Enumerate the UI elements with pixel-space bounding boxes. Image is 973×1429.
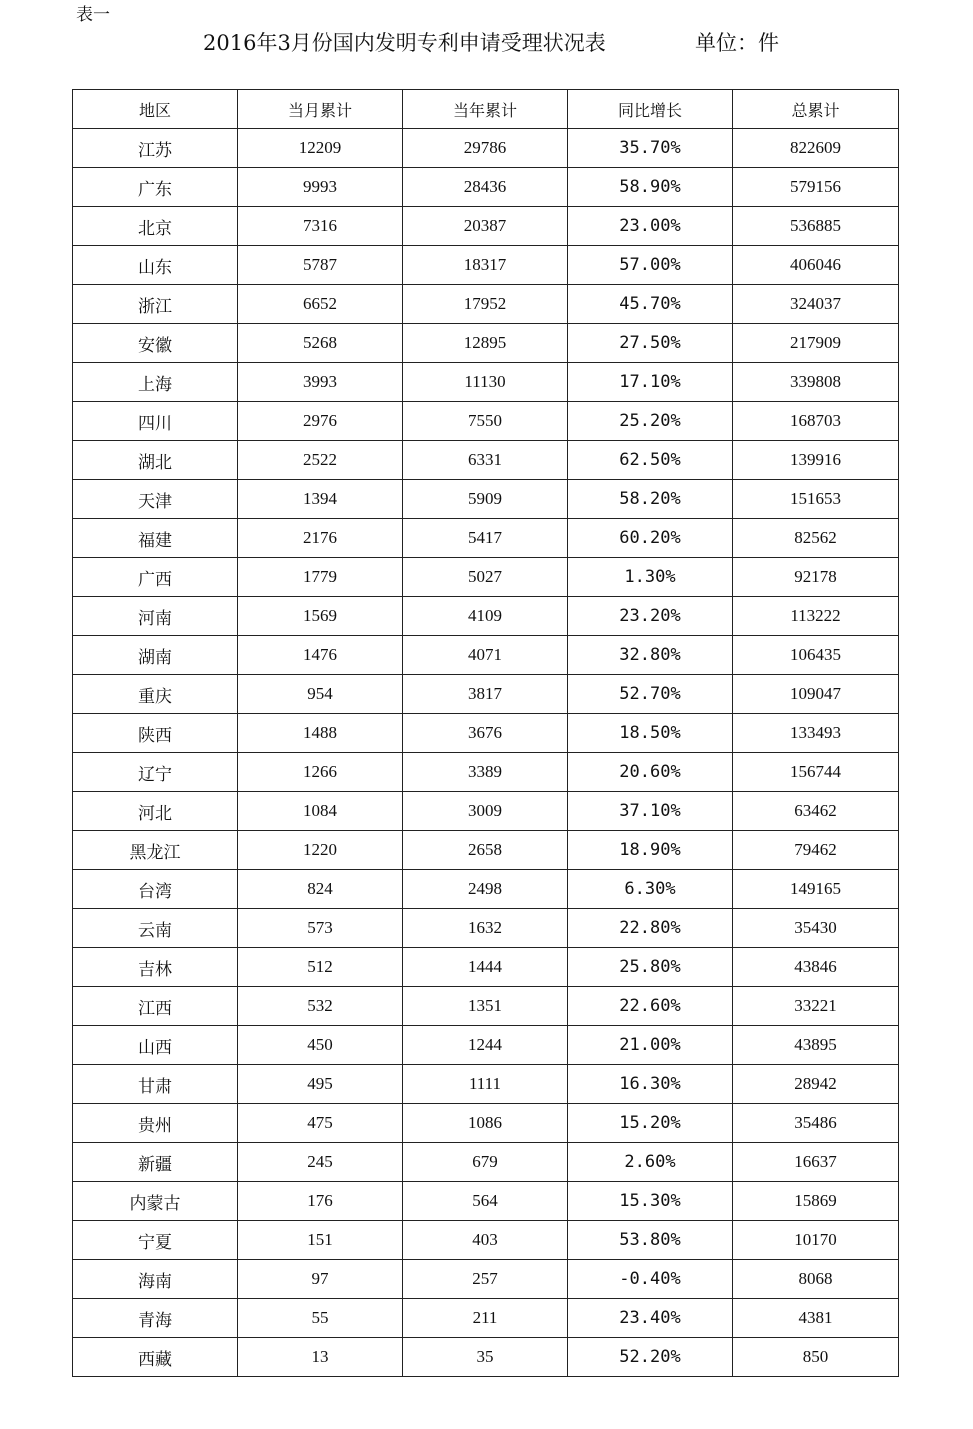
cell-yoy-growth: 16.30% bbox=[568, 1065, 733, 1104]
cell-region: 广东 bbox=[73, 168, 238, 207]
cell-yoy-growth: 15.20% bbox=[568, 1104, 733, 1143]
cell-region: 江苏 bbox=[73, 129, 238, 168]
cell-month-total: 245 bbox=[238, 1143, 403, 1182]
table-row bbox=[73, 714, 899, 753]
cell-yoy-growth: 2.60% bbox=[568, 1143, 733, 1182]
cell-cumulative-total: 536885 bbox=[733, 207, 899, 246]
cell-cumulative-total: 28942 bbox=[733, 1065, 899, 1104]
cell-cumulative-total: 43846 bbox=[733, 948, 899, 987]
cell-region: 甘肃 bbox=[73, 1065, 238, 1104]
cell-region: 广西 bbox=[73, 558, 238, 597]
cell-cumulative-total: 149165 bbox=[733, 870, 899, 909]
cell-yoy-growth: 58.20% bbox=[568, 480, 733, 519]
cell-year-total: 7550 bbox=[403, 402, 568, 441]
table-row bbox=[73, 870, 899, 909]
cell-region: 宁夏 bbox=[73, 1221, 238, 1260]
table-row bbox=[73, 558, 899, 597]
cell-year-total: 564 bbox=[403, 1182, 568, 1221]
cell-region: 云南 bbox=[73, 909, 238, 948]
header-month-total: 当月累计 bbox=[238, 90, 403, 129]
cell-year-total: 3009 bbox=[403, 792, 568, 831]
cell-yoy-growth: 21.00% bbox=[568, 1026, 733, 1065]
cell-year-total: 18317 bbox=[403, 246, 568, 285]
cell-cumulative-total: 217909 bbox=[733, 324, 899, 363]
table-row bbox=[73, 1338, 899, 1377]
cell-region: 四川 bbox=[73, 402, 238, 441]
table-row bbox=[73, 519, 899, 558]
table-row bbox=[73, 402, 899, 441]
cell-yoy-growth: 23.40% bbox=[568, 1299, 733, 1338]
cell-year-total: 35 bbox=[403, 1338, 568, 1377]
cell-cumulative-total: 15869 bbox=[733, 1182, 899, 1221]
cell-year-total: 679 bbox=[403, 1143, 568, 1182]
cell-cumulative-total: 339808 bbox=[733, 363, 899, 402]
table-row bbox=[73, 129, 899, 168]
cell-region: 山西 bbox=[73, 1026, 238, 1065]
cell-cumulative-total: 82562 bbox=[733, 519, 899, 558]
cell-yoy-growth: 15.30% bbox=[568, 1182, 733, 1221]
cell-cumulative-total: 106435 bbox=[733, 636, 899, 675]
table-row bbox=[73, 1260, 899, 1299]
table-row bbox=[73, 909, 899, 948]
cell-yoy-growth: 25.20% bbox=[568, 402, 733, 441]
table-row bbox=[73, 831, 899, 870]
cell-year-total: 4109 bbox=[403, 597, 568, 636]
cell-region: 辽宁 bbox=[73, 753, 238, 792]
cell-cumulative-total: 35430 bbox=[733, 909, 899, 948]
cell-region: 天津 bbox=[73, 480, 238, 519]
cell-month-total: 1569 bbox=[238, 597, 403, 636]
cell-year-total: 1086 bbox=[403, 1104, 568, 1143]
cell-yoy-growth: 1.30% bbox=[568, 558, 733, 597]
cell-cumulative-total: 822609 bbox=[733, 129, 899, 168]
table-row bbox=[73, 792, 899, 831]
header-cumulative-total: 总累计 bbox=[733, 90, 899, 129]
cell-month-total: 176 bbox=[238, 1182, 403, 1221]
cell-year-total: 28436 bbox=[403, 168, 568, 207]
cell-yoy-growth: 23.00% bbox=[568, 207, 733, 246]
cell-cumulative-total: 4381 bbox=[733, 1299, 899, 1338]
cell-year-total: 3817 bbox=[403, 675, 568, 714]
cell-cumulative-total: 35486 bbox=[733, 1104, 899, 1143]
table-row bbox=[73, 246, 899, 285]
table-row bbox=[73, 1299, 899, 1338]
cell-month-total: 1084 bbox=[238, 792, 403, 831]
cell-cumulative-total: 133493 bbox=[733, 714, 899, 753]
cell-cumulative-total: 139916 bbox=[733, 441, 899, 480]
cell-year-total: 3389 bbox=[403, 753, 568, 792]
cell-yoy-growth: 45.70% bbox=[568, 285, 733, 324]
cell-region: 海南 bbox=[73, 1260, 238, 1299]
cell-month-total: 5787 bbox=[238, 246, 403, 285]
cell-cumulative-total: 43895 bbox=[733, 1026, 899, 1065]
table-row bbox=[73, 987, 899, 1026]
cell-cumulative-total: 79462 bbox=[733, 831, 899, 870]
cell-cumulative-total: 324037 bbox=[733, 285, 899, 324]
cell-month-total: 1220 bbox=[238, 831, 403, 870]
table-row bbox=[73, 1104, 899, 1143]
cell-yoy-growth: 58.90% bbox=[568, 168, 733, 207]
cell-cumulative-total: 109047 bbox=[733, 675, 899, 714]
cell-yoy-growth: 17.10% bbox=[568, 363, 733, 402]
table-row bbox=[73, 753, 899, 792]
cell-cumulative-total: 10170 bbox=[733, 1221, 899, 1260]
cell-year-total: 1244 bbox=[403, 1026, 568, 1065]
cell-cumulative-total: 8068 bbox=[733, 1260, 899, 1299]
cell-month-total: 3993 bbox=[238, 363, 403, 402]
cell-year-total: 29786 bbox=[403, 129, 568, 168]
cell-month-total: 7316 bbox=[238, 207, 403, 246]
table-label: 表一 bbox=[76, 5, 110, 25]
cell-month-total: 495 bbox=[238, 1065, 403, 1104]
cell-month-total: 1779 bbox=[238, 558, 403, 597]
cell-yoy-growth: 20.60% bbox=[568, 753, 733, 792]
table-header-row bbox=[73, 90, 899, 129]
cell-month-total: 5268 bbox=[238, 324, 403, 363]
cell-yoy-growth: 23.20% bbox=[568, 597, 733, 636]
cell-cumulative-total: 113222 bbox=[733, 597, 899, 636]
cell-month-total: 954 bbox=[238, 675, 403, 714]
cell-month-total: 450 bbox=[238, 1026, 403, 1065]
cell-month-total: 1266 bbox=[238, 753, 403, 792]
cell-year-total: 1632 bbox=[403, 909, 568, 948]
cell-cumulative-total: 63462 bbox=[733, 792, 899, 831]
cell-month-total: 13 bbox=[238, 1338, 403, 1377]
cell-yoy-growth: 32.80% bbox=[568, 636, 733, 675]
header-region: 地区 bbox=[73, 90, 238, 129]
cell-yoy-growth: 6.30% bbox=[568, 870, 733, 909]
table-row bbox=[73, 480, 899, 519]
cell-yoy-growth: 18.50% bbox=[568, 714, 733, 753]
cell-year-total: 403 bbox=[403, 1221, 568, 1260]
cell-region: 河北 bbox=[73, 792, 238, 831]
cell-cumulative-total: 92178 bbox=[733, 558, 899, 597]
table-row bbox=[73, 1026, 899, 1065]
header-year-total: 当年累计 bbox=[403, 90, 568, 129]
cell-month-total: 475 bbox=[238, 1104, 403, 1143]
table-row bbox=[73, 168, 899, 207]
cell-cumulative-total: 168703 bbox=[733, 402, 899, 441]
cell-region: 福建 bbox=[73, 519, 238, 558]
cell-year-total: 4071 bbox=[403, 636, 568, 675]
cell-month-total: 1476 bbox=[238, 636, 403, 675]
table-row bbox=[73, 636, 899, 675]
page-title: 2016年3月份国内发明专利申请受理状况表 bbox=[203, 31, 606, 55]
cell-cumulative-total: 33221 bbox=[733, 987, 899, 1026]
cell-month-total: 2176 bbox=[238, 519, 403, 558]
cell-year-total: 17952 bbox=[403, 285, 568, 324]
title-row bbox=[0, 28, 973, 58]
cell-cumulative-total: 406046 bbox=[733, 246, 899, 285]
cell-month-total: 2522 bbox=[238, 441, 403, 480]
cell-month-total: 9993 bbox=[238, 168, 403, 207]
table-body bbox=[73, 129, 899, 1377]
cell-yoy-growth: 53.80% bbox=[568, 1221, 733, 1260]
cell-cumulative-total: 850 bbox=[733, 1338, 899, 1377]
cell-month-total: 55 bbox=[238, 1299, 403, 1338]
cell-month-total: 532 bbox=[238, 987, 403, 1026]
cell-region: 北京 bbox=[73, 207, 238, 246]
table-row bbox=[73, 675, 899, 714]
cell-month-total: 824 bbox=[238, 870, 403, 909]
cell-yoy-growth: 22.80% bbox=[568, 909, 733, 948]
cell-yoy-growth: 37.10% bbox=[568, 792, 733, 831]
cell-yoy-growth: 57.00% bbox=[568, 246, 733, 285]
cell-region: 新疆 bbox=[73, 1143, 238, 1182]
cell-yoy-growth: 62.50% bbox=[568, 441, 733, 480]
cell-month-total: 573 bbox=[238, 909, 403, 948]
cell-cumulative-total: 151653 bbox=[733, 480, 899, 519]
cell-yoy-growth: 35.70% bbox=[568, 129, 733, 168]
cell-region: 河南 bbox=[73, 597, 238, 636]
table-row bbox=[73, 324, 899, 363]
cell-year-total: 257 bbox=[403, 1260, 568, 1299]
patent-table bbox=[72, 89, 899, 1377]
cell-region: 湖南 bbox=[73, 636, 238, 675]
cell-region: 青海 bbox=[73, 1299, 238, 1338]
table-row bbox=[73, 207, 899, 246]
cell-yoy-growth: 52.20% bbox=[568, 1338, 733, 1377]
table-row bbox=[73, 285, 899, 324]
cell-region: 山东 bbox=[73, 246, 238, 285]
cell-yoy-growth: -0.40% bbox=[568, 1260, 733, 1299]
table-row bbox=[73, 1143, 899, 1182]
cell-region: 西藏 bbox=[73, 1338, 238, 1377]
cell-month-total: 151 bbox=[238, 1221, 403, 1260]
cell-cumulative-total: 156744 bbox=[733, 753, 899, 792]
cell-yoy-growth: 25.80% bbox=[568, 948, 733, 987]
cell-region: 上海 bbox=[73, 363, 238, 402]
cell-year-total: 1444 bbox=[403, 948, 568, 987]
cell-year-total: 1351 bbox=[403, 987, 568, 1026]
cell-region: 陕西 bbox=[73, 714, 238, 753]
cell-year-total: 211 bbox=[403, 1299, 568, 1338]
cell-year-total: 6331 bbox=[403, 441, 568, 480]
table-row bbox=[73, 597, 899, 636]
header-yoy-growth: 同比增长 bbox=[568, 90, 733, 129]
cell-yoy-growth: 60.20% bbox=[568, 519, 733, 558]
cell-year-total: 5417 bbox=[403, 519, 568, 558]
cell-month-total: 512 bbox=[238, 948, 403, 987]
unit-label: 单位：件 bbox=[695, 31, 779, 55]
table-row bbox=[73, 363, 899, 402]
cell-month-total: 12209 bbox=[238, 129, 403, 168]
cell-year-total: 5909 bbox=[403, 480, 568, 519]
cell-yoy-growth: 18.90% bbox=[568, 831, 733, 870]
table-row bbox=[73, 948, 899, 987]
cell-month-total: 6652 bbox=[238, 285, 403, 324]
cell-month-total: 97 bbox=[238, 1260, 403, 1299]
cell-yoy-growth: 52.70% bbox=[568, 675, 733, 714]
cell-region: 湖北 bbox=[73, 441, 238, 480]
cell-year-total: 5027 bbox=[403, 558, 568, 597]
table-row bbox=[73, 1065, 899, 1104]
cell-year-total: 1111 bbox=[403, 1065, 568, 1104]
cell-year-total: 2658 bbox=[403, 831, 568, 870]
cell-year-total: 3676 bbox=[403, 714, 568, 753]
cell-region: 安徽 bbox=[73, 324, 238, 363]
cell-region: 台湾 bbox=[73, 870, 238, 909]
table-row bbox=[73, 441, 899, 480]
cell-region: 重庆 bbox=[73, 675, 238, 714]
cell-year-total: 2498 bbox=[403, 870, 568, 909]
cell-cumulative-total: 16637 bbox=[733, 1143, 899, 1182]
cell-month-total: 2976 bbox=[238, 402, 403, 441]
cell-region: 黑龙江 bbox=[73, 831, 238, 870]
cell-year-total: 20387 bbox=[403, 207, 568, 246]
cell-month-total: 1488 bbox=[238, 714, 403, 753]
cell-cumulative-total: 579156 bbox=[733, 168, 899, 207]
cell-month-total: 1394 bbox=[238, 480, 403, 519]
cell-region: 吉林 bbox=[73, 948, 238, 987]
cell-region: 内蒙古 bbox=[73, 1182, 238, 1221]
cell-yoy-growth: 27.50% bbox=[568, 324, 733, 363]
cell-yoy-growth: 22.60% bbox=[568, 987, 733, 1026]
table-row bbox=[73, 1221, 899, 1260]
table-row bbox=[73, 1182, 899, 1221]
cell-year-total: 11130 bbox=[403, 363, 568, 402]
cell-region: 贵州 bbox=[73, 1104, 238, 1143]
cell-region: 浙江 bbox=[73, 285, 238, 324]
cell-year-total: 12895 bbox=[403, 324, 568, 363]
cell-region: 江西 bbox=[73, 987, 238, 1026]
